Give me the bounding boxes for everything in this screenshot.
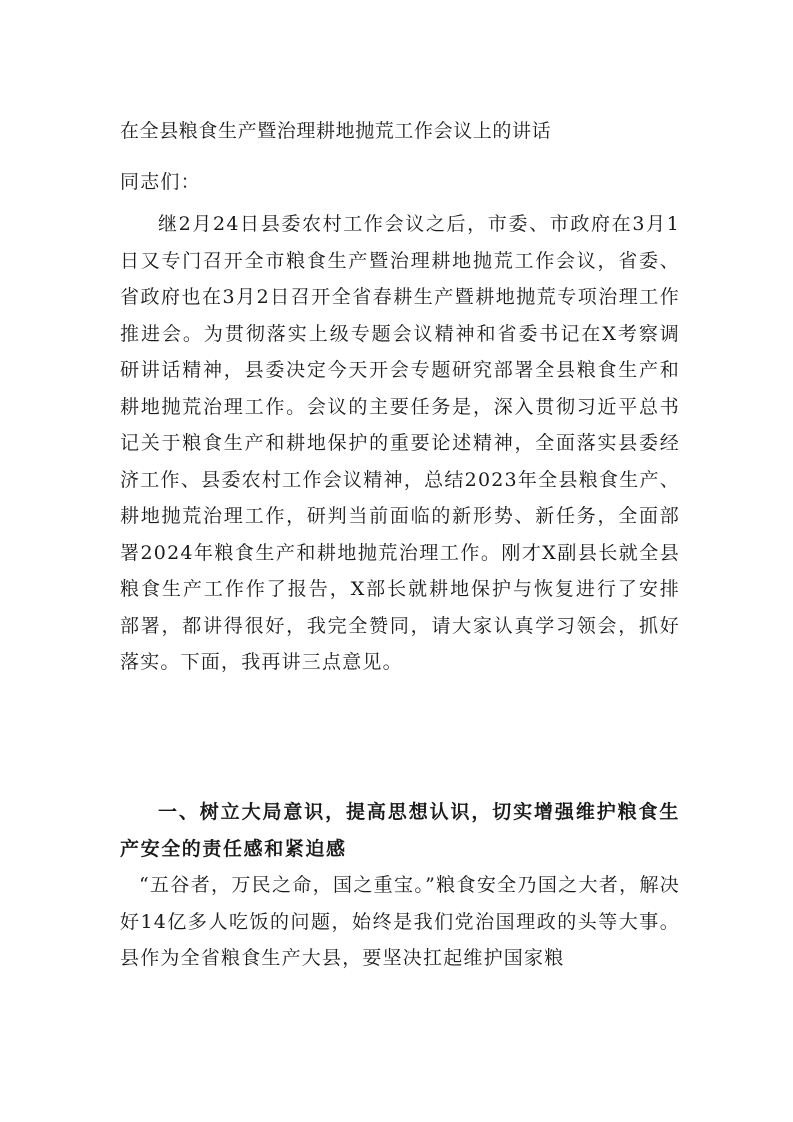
document-title: 在全县粮食生产暨治理耕地抛荒工作会议上的讲话 [120,120,552,142]
section-heading-1: 一、树立大局意识，提高思想认识，切实增强维护粮食生产安全的责任感和紧迫感 [120,801,680,860]
body-paragraph-1: 继2月24日县委农村工作会议之后，市委、市政府在3月1日又专门召开全市粮食生产暨治理耕地抛荒工作会议，省委、省政府也在3月2日召开全省春耕生产暨耕地抛荒专项治理工作推进会。为贯彻落实上级专题会议精神和省委书记在X考察调研讲话精神，县委决定今天开会专题研究部署全县粮食生产和耕地抛荒治理工作。会议的主要任务是，深入贯彻习近平总书记关于粮食生产和耕地保护的重要论述精神，全面落实县委经济工作、县委农村工作会议精神，总结2023年全县粮食生产、耕地抛荒治理工作，研判当前面临的新形势、新任务，全面部署2024年粮食生产和耕地抛荒治理工作。刚才X副县长就全县粮食生产工作作了报告，X部长就耕地保护与恢复进行了安排部署，都讲得很好，我完全赞同，请大家认真学习领会，抓好落实。下面，我再讲三点意见。 [120,213,680,673]
body-paragraph-2: “五谷者，万民之命，国之重宝。”粮食安全乃国之大者，解决好14亿多人吃饭的问题，始终是我们党治国理政的头等大事。县作为全省粮食生产大县，要坚决扛起维护国家粮 [120,874,680,969]
salutation: 同志们： [120,171,201,193]
